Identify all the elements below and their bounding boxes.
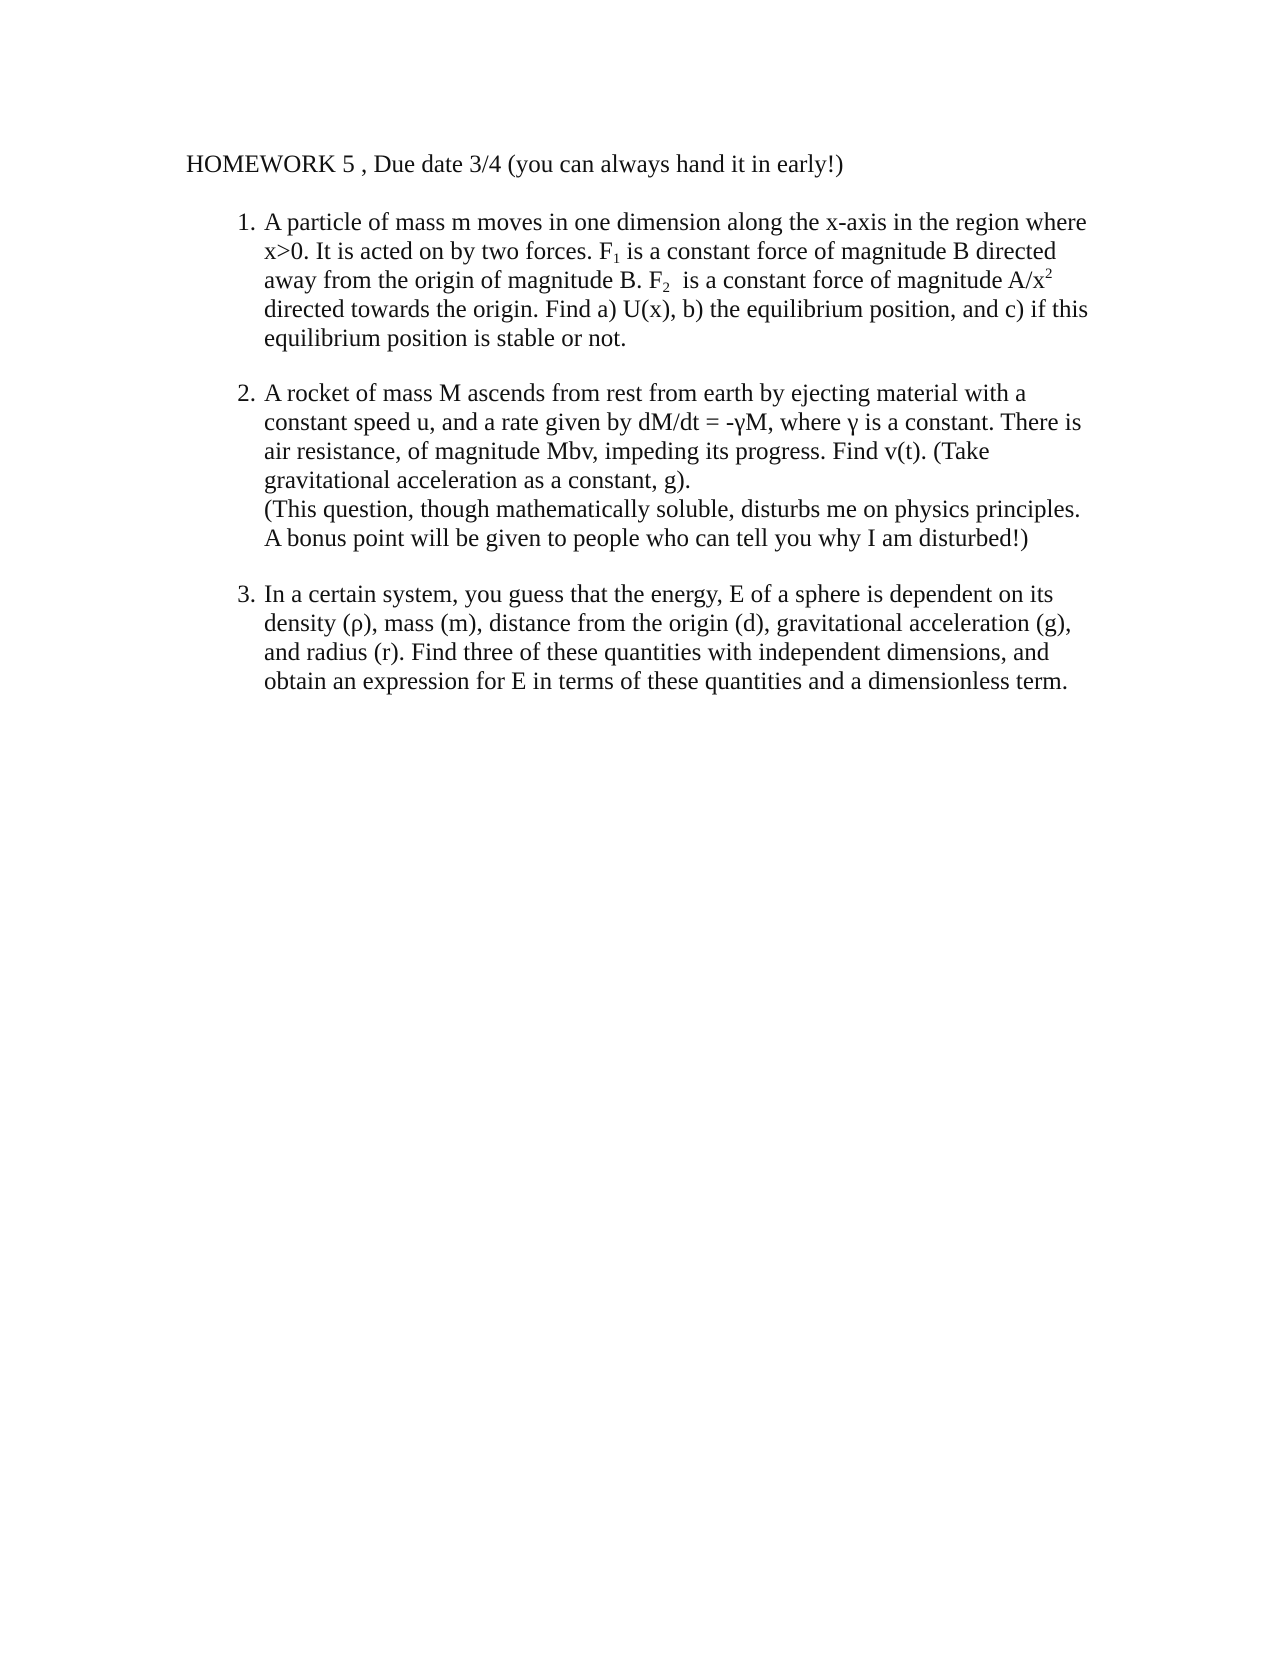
text-segment: x>0. It is acted on by two forces. F — [264, 238, 613, 265]
problem-number: 3. — [237, 581, 256, 608]
text-segment: is a constant force of magnitude B directed — [620, 238, 1057, 265]
text-line: constant speed u, and a rate given by dM/dt = -γM, where γ is a constant. There is — [264, 409, 1082, 436]
text-line — [264, 266, 1104, 295]
text-line: equilibrium position is stable or not. — [264, 325, 627, 352]
problem-text — [264, 580, 1104, 696]
text-segment: is a constant force of magnitude A/x — [670, 267, 1045, 294]
text-line: gravitational acceleration as a constant, g). — [264, 467, 691, 494]
text-line: directed towards the origin. Find a) U(x), b) the equilibrium position, and c) if this — [264, 296, 1089, 323]
text-line: A particle of mass m moves in one dimension along the x-axis in the region where — [264, 209, 1087, 236]
text-line: (This question, though mathematically soluble, disturbs me on physics principles. — [264, 496, 1081, 523]
text-line — [264, 237, 1104, 266]
superscript: 2 — [1044, 266, 1053, 282]
problem-text — [264, 208, 1104, 353]
text-line: A bonus point will be given to people who can tell you why I am disturbed!) — [264, 525, 1029, 552]
text-line: In a certain system, you guess that the energy, E of a sphere is dependent on its — [264, 581, 1054, 608]
problem-text — [264, 379, 1104, 553]
problem-number: 2. — [237, 380, 256, 407]
text-line: density (ρ), mass (m), distance from the origin (d), gravitational acceleration (g), — [264, 610, 1072, 637]
subscript: 2 — [662, 280, 671, 296]
text-line: A rocket of mass M ascends from rest from earth by ejecting material with a — [264, 380, 1027, 407]
subscript: 1 — [612, 251, 621, 267]
text-line: and radius (r). Find three of these quantities with independent dimensions, and — [264, 639, 1050, 666]
homework-title: HOMEWORK 5 , Due date 3/4 (you can always hand it in early!) — [186, 151, 844, 178]
text-line: air resistance, of magnitude Mbv, impeding its progress. Find v(t). (Take — [264, 438, 990, 465]
problem-number: 1. — [237, 209, 256, 236]
text-line: obtain an expression for E in terms of these quantities and a dimensionless term. — [264, 668, 1068, 695]
text-segment: away from the origin of magnitude B. F — [264, 267, 663, 294]
